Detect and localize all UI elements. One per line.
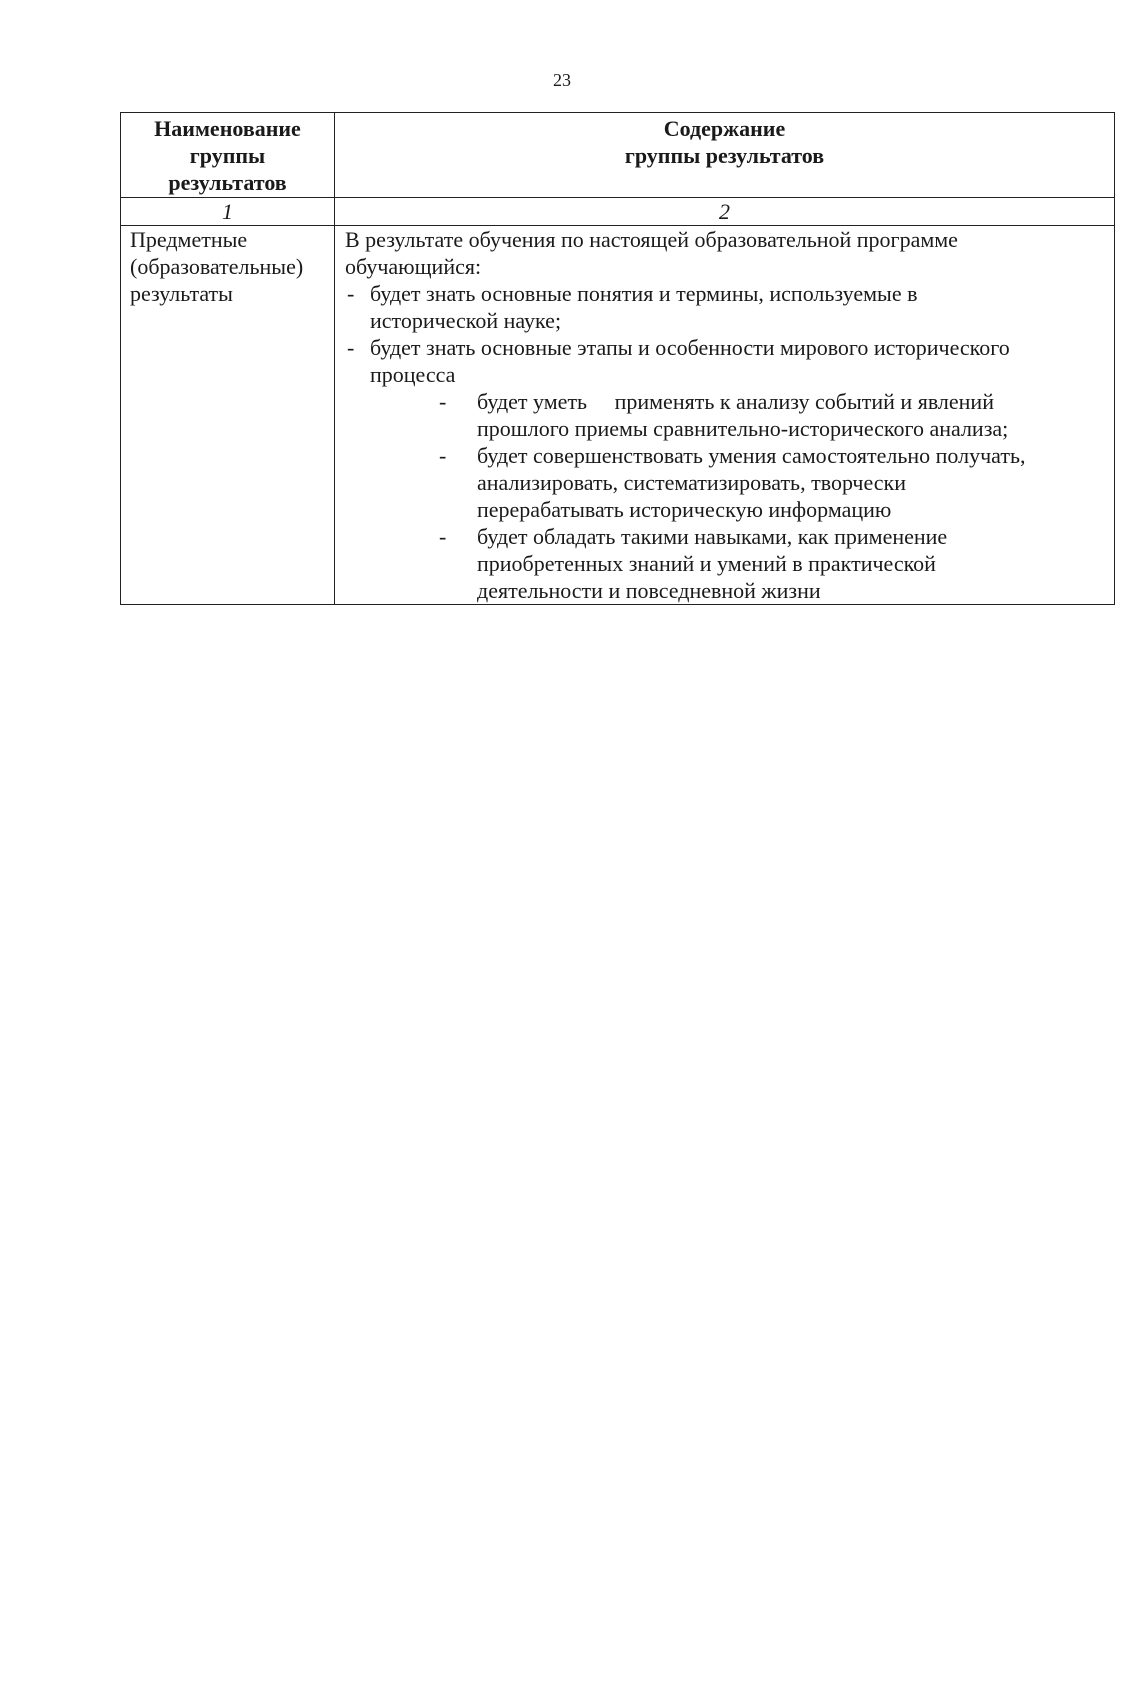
header-group-content [335, 113, 1115, 198]
header-row [121, 113, 1115, 198]
name-line: Предметные [130, 227, 248, 252]
name-line: результаты [130, 281, 233, 306]
item-line: будет уметь применять к анализу событий и явлений [477, 389, 994, 414]
item-line: приобретенных знаний и умений в практической [477, 551, 936, 576]
table-row [121, 226, 1115, 605]
name-line: (образовательные) [130, 254, 304, 279]
item-line: будет знать основные этапы и особенности мирового исторического [370, 335, 1010, 360]
outer-list [345, 280, 1108, 388]
result-group-name [121, 226, 335, 605]
header-col2-line: группы результатов [624, 143, 825, 168]
page-number: 23 [553, 70, 571, 90]
header-col1-line: результатов [168, 170, 287, 195]
inner-list [345, 388, 1108, 604]
header-group-name [121, 113, 335, 198]
item-line: исторической науке; [370, 308, 562, 333]
dash-bullet: - [347, 335, 355, 360]
list-item [345, 388, 1108, 442]
numbering-row [121, 198, 1115, 226]
list-item [345, 334, 1108, 388]
list-item [345, 442, 1108, 523]
item-line: будет знать основные понятия и термины, используемые в [370, 281, 918, 306]
item-line: будет совершенствовать умения самостоятельно получать, [477, 443, 1026, 468]
dash-bullet: - [347, 281, 355, 306]
item-line: перерабатывать историческую информацию [477, 497, 892, 522]
dash-bullet: - [439, 389, 447, 414]
content-intro [345, 226, 1108, 280]
item-line: анализировать, систематизировать, творчески [477, 470, 906, 495]
column-number-1: 1 [121, 198, 335, 226]
header-col1-line: Наименование [154, 116, 301, 141]
item-line: деятельности и повседневной жизни [477, 578, 821, 603]
results-table [120, 112, 1115, 605]
list-item [345, 523, 1108, 604]
item-line: будет обладать такими навыками, как применение [477, 524, 948, 549]
list-item [345, 280, 1108, 334]
result-group-content [335, 226, 1115, 605]
item-line: процесса [370, 362, 456, 387]
header-col1-line: группы [189, 143, 266, 168]
dash-bullet: - [439, 524, 447, 549]
item-line: прошлого приемы сравнительно-исторического анализа; [477, 416, 1009, 441]
dash-bullet: - [439, 443, 447, 468]
column-number-2: 2 [335, 198, 1115, 226]
header-col2-line: Содержание [663, 116, 786, 141]
intro-line: обучающийся: [345, 254, 482, 279]
intro-line: В результате обучения по настоящей образовательной программе [345, 227, 958, 252]
